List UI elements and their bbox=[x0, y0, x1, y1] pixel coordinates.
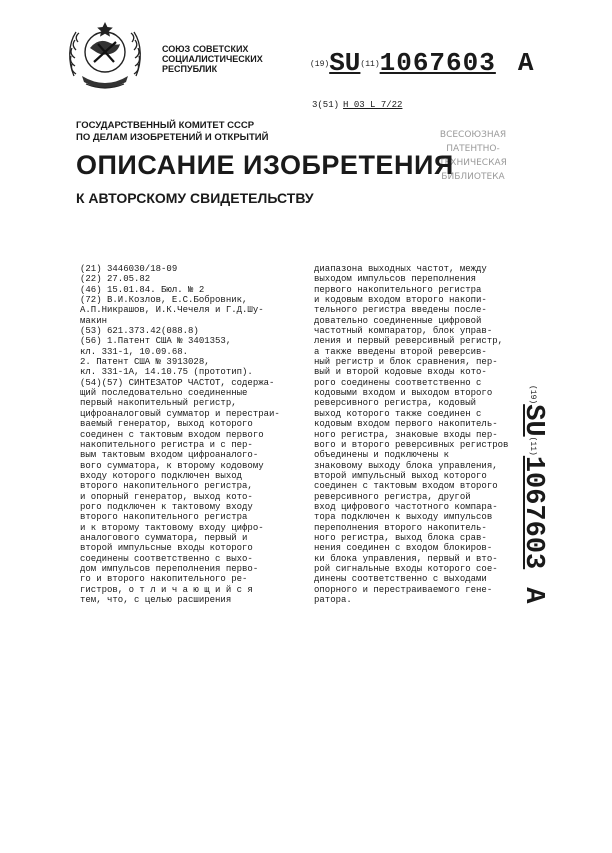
right-text-column bbox=[314, 264, 508, 605]
text-line: выходом импульсов переполнения bbox=[314, 274, 477, 285]
stamp-line: ПАТЕНТНО- bbox=[446, 144, 500, 154]
text-line: макин bbox=[80, 315, 108, 326]
state-emblem bbox=[64, 14, 146, 94]
text-line: и кодовым входом второго накопи- bbox=[314, 295, 487, 306]
text-line: (21) 3446030/18-09 bbox=[80, 264, 178, 274]
text-line: и к второму тактовому входу цифро- bbox=[80, 522, 264, 533]
text-line: А.П.Никрашов, И.К.Чечеля и Г.Д.Шу- bbox=[80, 305, 264, 316]
committee-name bbox=[76, 120, 268, 144]
text-line: цифроаналоговый сумматор и перестраи- bbox=[80, 408, 280, 419]
country-code: SU bbox=[329, 48, 361, 78]
text-line: второго накопительного регистра, bbox=[80, 481, 253, 492]
committee-line: ПО ДЕЛАМ ИЗОБРЕТЕНИЙ И ОТКРЫТИЙ bbox=[76, 132, 269, 143]
text-line: кодовым входом первого накопитель- bbox=[314, 419, 498, 430]
ipc-classification bbox=[312, 100, 402, 110]
number-code-label: (11) bbox=[360, 60, 380, 69]
text-line: вого сумматора, к второму кодовому bbox=[80, 460, 264, 471]
vertical-number-code-label: (11) bbox=[528, 436, 537, 456]
text-line: опорного и перестраиваемого гене- bbox=[314, 584, 493, 595]
document-subtitle: К АВТОРСКОМУ СВИДЕТЕЛЬСТВУ bbox=[76, 190, 314, 206]
left-text-column bbox=[80, 264, 280, 605]
text-line: первого накопительного регистра bbox=[314, 284, 482, 295]
text-line: диапазона выходных частот, между bbox=[314, 264, 487, 274]
text-line: входу которого подключен выход bbox=[80, 470, 243, 481]
document-title bbox=[76, 150, 454, 181]
text-line: и опорный генератор, выход кото- bbox=[80, 491, 253, 502]
text-line: вым тактовым входом цифроаналого- bbox=[80, 450, 259, 461]
text-line: ки блока управления, первый и вто- bbox=[314, 553, 498, 564]
text-line: аналогового сумматора, первый и bbox=[80, 532, 248, 543]
text-line: рого подключен к тактовому входу bbox=[80, 501, 253, 512]
text-line: переполнения второго накопитель- bbox=[314, 522, 487, 533]
publication-number bbox=[310, 48, 533, 78]
vertical-country-code-label: (19) bbox=[528, 385, 537, 405]
text-line: тора подключен к выходу импульсов bbox=[314, 512, 493, 523]
text-line: вого и второго реверсивных регистров bbox=[314, 439, 509, 450]
org-line: СОЦИАЛИСТИЧЕСКИХ bbox=[162, 54, 263, 64]
vertical-patent-number bbox=[518, 385, 578, 675]
text-line: дом импульсов переполнения перво- bbox=[80, 563, 259, 574]
text-line: кл. 331-1А, 14.10.75 (прототип). bbox=[80, 367, 253, 378]
ipc-code-label: 3(51) bbox=[312, 100, 340, 110]
country-code-label: (19) bbox=[310, 60, 330, 69]
text-line: нения соединен с входом блокиров- bbox=[314, 543, 493, 554]
kind-code: A bbox=[517, 48, 534, 78]
text-line: (22) 27.05.82 bbox=[80, 274, 151, 285]
text-line: соединен с тактовым входом первого bbox=[80, 429, 264, 440]
text-line: соединен с тактовым входом второго bbox=[314, 481, 498, 492]
text-line: ратора. bbox=[314, 595, 352, 605]
text-line: рой сигнальные входы которого сое- bbox=[314, 563, 498, 574]
stamp-line: ВСЕСОЮЗНАЯ bbox=[439, 130, 507, 140]
text-line: го и второго накопительного ре- bbox=[80, 574, 248, 585]
text-line: (53) 621.373.42(088.8) bbox=[80, 326, 199, 337]
text-line: вый и второй кодовые входы кото- bbox=[314, 367, 487, 378]
text-line: второй импульсные входы которого bbox=[80, 543, 253, 554]
text-line: а также введены второй реверсив- bbox=[314, 346, 487, 357]
text-line: ного регистра, выход блока срав- bbox=[314, 532, 487, 543]
patent-number: 1067603 bbox=[379, 48, 496, 78]
text-line: реверсивного регистра, другой bbox=[314, 491, 471, 502]
text-line: гистров, о т л и ч а ю щ и й с я bbox=[80, 584, 253, 595]
vertical-kind-code: A bbox=[518, 587, 548, 604]
text-line: щий последовательно соединенные bbox=[80, 388, 248, 399]
text-line: ления и первый реверсивный регистр, bbox=[314, 336, 504, 347]
ipc-value: Н 03 L 7/22 bbox=[343, 100, 403, 110]
text-line: (72) В.И.Козлов, Е.С.Бобровник, bbox=[80, 295, 248, 306]
document-title-text: ОПИСАНИЕ ИЗОБРЕТЕНИЯ bbox=[76, 150, 454, 180]
text-line: ного регистра, знаковые входы пер- bbox=[314, 429, 498, 440]
text-line: ный регистр и блок сравнения, пер- bbox=[314, 357, 498, 368]
text-line: 2. Патент США № 3913028, bbox=[80, 357, 210, 368]
stamp-line: ТЕХНИЧЕСКАЯ bbox=[439, 158, 507, 168]
text-line: частотный компаратор, блок управ- bbox=[314, 326, 493, 337]
text-line: накопительного регистра и с пер- bbox=[80, 439, 253, 450]
text-line: второй импульсный выход которого bbox=[314, 470, 487, 481]
text-line: довательно соединенные цифровой bbox=[314, 315, 482, 326]
org-line: СОЮЗ СОВЕТСКИХ bbox=[162, 44, 249, 54]
text-line: тельного регистра введены после- bbox=[314, 305, 487, 316]
text-line: второго накопительного регистра bbox=[80, 512, 248, 523]
text-line: динены соответственно с выходами bbox=[314, 574, 487, 585]
text-line: тем, что, с целью расширения bbox=[80, 595, 232, 605]
text-line: соединены соответственно с выхо- bbox=[80, 553, 253, 564]
text-line: рого соединены соответственно с bbox=[314, 377, 482, 388]
text-line: реверсивного регистра, кодовый bbox=[314, 398, 477, 409]
organization-name bbox=[162, 44, 263, 74]
vertical-country-code: SU bbox=[518, 404, 548, 437]
text-line: первый накопительный регистр, bbox=[80, 398, 237, 409]
text-line: (46) 15.01.84. Бюл. № 2 bbox=[80, 284, 205, 295]
org-line: РЕСПУБЛИК bbox=[162, 64, 218, 74]
stamp-line: БИБЛИОТЕКА bbox=[441, 172, 505, 182]
text-line: выход которого также соединен с bbox=[314, 408, 482, 419]
text-line: кодовыми входом и выходом второго bbox=[314, 388, 493, 399]
text-line: вход цифрового частотного компара- bbox=[314, 501, 498, 512]
text-line: (54)(57) СИНТЕЗАТОР ЧАСТОТ, содержа- bbox=[80, 377, 275, 388]
text-line: кл. 331-1, 10.09.68. bbox=[80, 346, 189, 357]
text-line: ваемый генератор, выход которого bbox=[80, 419, 253, 430]
vertical-number: 1067603 bbox=[518, 455, 548, 570]
committee-line: ГОСУДАРСТВЕННЫЙ КОМИТЕТ СССР bbox=[76, 120, 255, 131]
text-line: объединены и подключены к bbox=[314, 450, 450, 461]
text-line: (56) 1.Патент США № 3401353, bbox=[80, 336, 232, 347]
text-line: знаковому выходу блока управления, bbox=[314, 460, 498, 471]
